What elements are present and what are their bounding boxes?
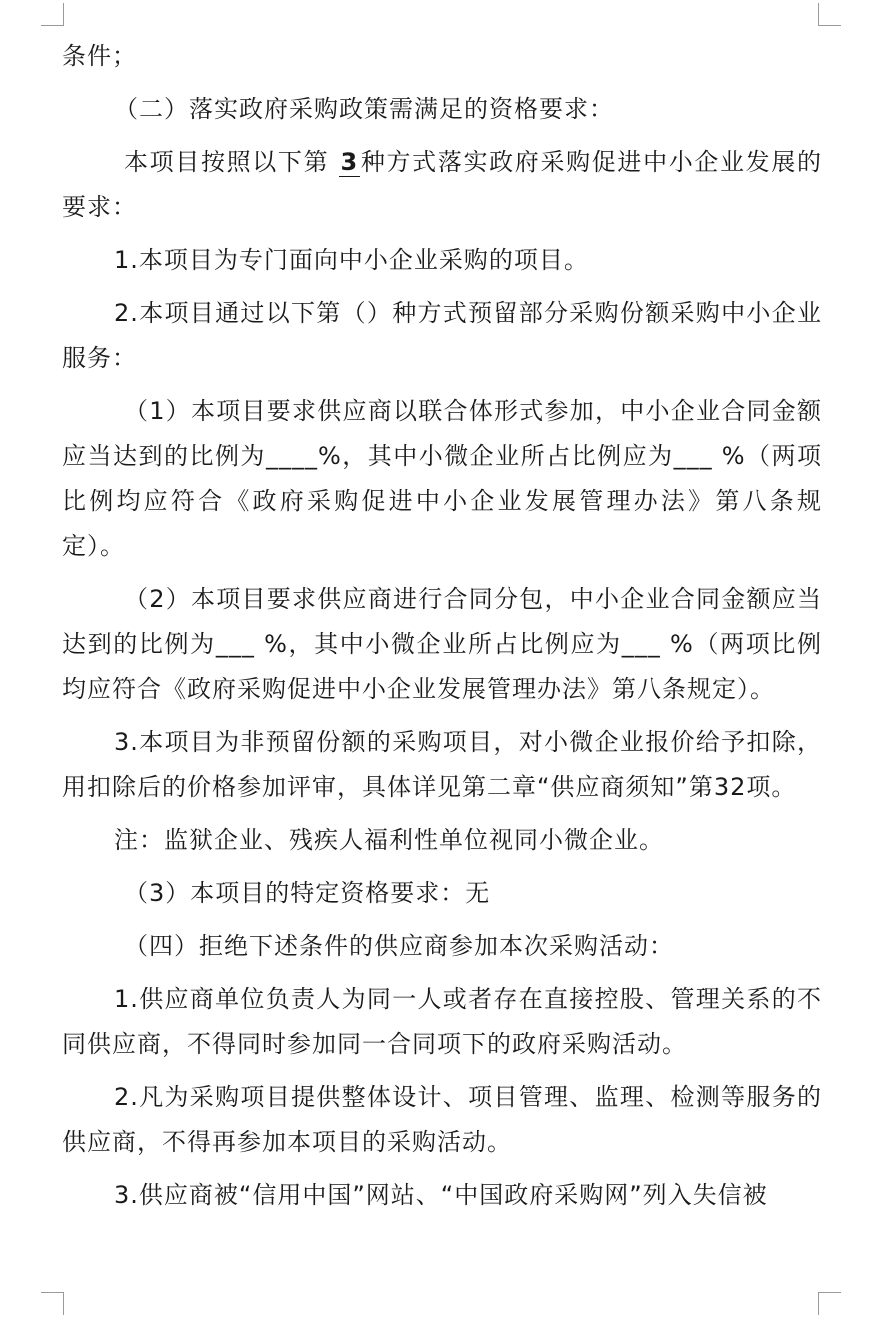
section-heading-2: （二）落实政府采购政策需满足的资格要求： [114,95,614,123]
item-2-2-text-c: %（两项比例均应符合《政府采购促进中小企业发展管理办法》第八条规定）。 [62,630,823,703]
section-heading-4: （四）拒绝下述条件的供应商参加本次采购活动： [124,932,674,960]
item-2-1-text-b: %，其中小微企业所占比例应为 [317,442,674,470]
item-2-2-text-b: %，其中小微企业所占比例应为 [254,630,622,658]
item-2-1 [62,389,822,569]
rule-2: 2.凡为采购项目提供整体设计、项目管理、监理、检测等服务的供应商，不得再参加本项目的采购活动。 [62,1083,822,1156]
rule-3: 3.供应商被“信用中国”网站、“中国政府采购网”列入失信被 [114,1181,768,1209]
item-2-1-blank-1: ____ [265,442,318,470]
section-3: （3）本项目的特定资格要求：无 [124,879,491,907]
paragraph-continuation: 条件； [62,42,137,70]
crop-mark-bottom-left [41,1292,64,1315]
item-2-1-blank-2: ___ [673,442,713,470]
crop-mark-top-left [41,3,64,26]
rule-1: 1.供应商单位负责人为同一人或者存在直接控股、管理关系的不同供应商，不得同时参加同一合同项下的政府采购活动。 [62,985,822,1058]
note: 注：监狱企业、残疾人福利性单位视同小微企业。 [114,826,664,854]
paragraph-intro [62,140,822,230]
item-2-2 [62,577,822,712]
method-number: 3 [340,148,359,176]
document-body [62,34,822,1226]
item-2-1-text-c: %（两项比例均应符合《政府采购促进中小企业发展管理办法》第八条规定）。 [62,442,823,560]
item-2: 2.本项目通过以下第（）种方式预留部分采购份额采购中小企业服务： [62,299,822,372]
item-2-2-blank-2: ___ [621,630,661,658]
item-2-2-blank-1: ___ [215,630,255,658]
item-2-2-text-a: （2）本项目要求供应商进行合同分包，中小企业合同金额应当达到的比例为 [62,585,822,658]
intro-text-a: 本项目按照以下第 [124,148,339,176]
item-2-1-text-a: （1）本项目要求供应商以联合体形式参加，中小企业合同金额应当达到的比例为 [62,397,822,470]
crop-mark-top-right [818,3,841,26]
item-1: 1.本项目为专门面向中小企业采购的项目。 [114,246,589,274]
intro-text-b: 种方式落实政府采购促进中小企业发展的要求： [62,148,822,221]
item-3: 3.本项目为非预留份额的采购项目，对小微企业报价给予扣除，用扣除后的价格参加评审，具体详见第二章“供应商须知”第32项。 [62,728,822,801]
crop-mark-bottom-right [818,1292,841,1315]
